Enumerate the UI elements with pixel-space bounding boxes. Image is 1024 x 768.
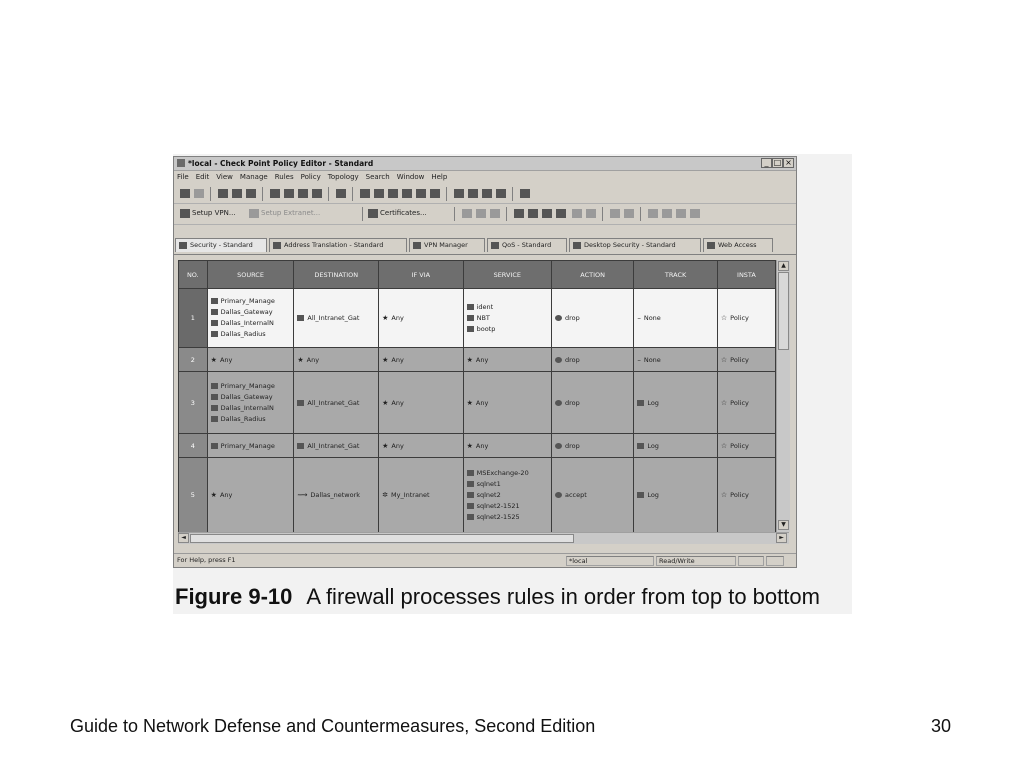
source-item: Any xyxy=(219,491,233,499)
install-item: Policy xyxy=(730,491,749,499)
action-item: drop xyxy=(564,441,580,450)
rule-source[interactable] xyxy=(207,434,294,458)
toolbar-separator xyxy=(262,187,263,201)
add-rule-top-icon[interactable] xyxy=(374,189,384,198)
rules-table xyxy=(178,260,776,532)
sort-ascending-icon[interactable] xyxy=(572,209,582,218)
policy-editor-window xyxy=(173,156,797,568)
network-icon: ⟿ xyxy=(297,491,308,499)
group-icon xyxy=(297,315,304,321)
toolbar-separator xyxy=(362,207,363,221)
rule-action[interactable] xyxy=(551,434,633,458)
rule-install-on[interactable] xyxy=(717,434,775,458)
tcp-service-icon xyxy=(467,304,474,310)
rule-number: 4 xyxy=(179,434,208,458)
any-star-icon: ★ xyxy=(382,314,389,322)
gateway-icon xyxy=(211,309,218,315)
group-icon xyxy=(297,443,304,449)
rule-destination[interactable] xyxy=(294,289,379,348)
rule-destination[interactable] xyxy=(294,434,379,458)
rule-base-grid xyxy=(178,260,776,532)
desktop-tab-icon xyxy=(573,242,581,249)
install-item: Policy xyxy=(730,398,749,407)
delete-rule-icon[interactable] xyxy=(430,189,440,198)
verify-icon[interactable] xyxy=(454,189,464,198)
action-item: drop xyxy=(564,398,580,407)
vertical-scrollbar[interactable] xyxy=(776,260,790,532)
menu-manage[interactable]: Manage xyxy=(239,173,268,181)
host-object-icon[interactable] xyxy=(284,189,294,198)
rule-source[interactable] xyxy=(207,458,294,533)
horizontal-scrollbar[interactable] xyxy=(178,532,789,544)
policy-star-icon: ☆ xyxy=(720,314,728,322)
service-item: NBT xyxy=(476,313,490,322)
add-rule-below-icon[interactable] xyxy=(388,189,398,198)
track-item: None xyxy=(643,314,661,322)
rule-install-on[interactable] xyxy=(717,372,775,434)
menu-policy[interactable]: Policy xyxy=(300,173,321,181)
destination-item: All_Intranet_Gat xyxy=(307,441,360,450)
menu-view[interactable]: View xyxy=(216,173,233,181)
rule-action[interactable] xyxy=(551,348,633,372)
cut-icon[interactable] xyxy=(218,189,228,198)
install-item: Policy xyxy=(730,355,749,364)
tcp-service-icon xyxy=(467,514,474,520)
horizontal-scroll-thumb[interactable] xyxy=(190,534,574,543)
service-item: Any xyxy=(475,398,489,407)
topology-icon[interactable] xyxy=(514,209,524,218)
menu-help[interactable]: Help xyxy=(431,173,448,181)
menu-edit[interactable]: Edit xyxy=(195,173,210,181)
destination-item: All_Intranet_Gat xyxy=(307,314,360,322)
via-item: My_Intranet xyxy=(390,491,430,499)
service-item: bootp xyxy=(476,324,496,333)
column-header-track[interactable]: TRACK xyxy=(634,261,718,289)
log-icon xyxy=(637,492,644,498)
menu-file[interactable]: File xyxy=(177,173,189,181)
add-rule-icon[interactable] xyxy=(360,189,370,198)
grid-view-icon[interactable] xyxy=(528,209,538,218)
menu-search[interactable]: Search xyxy=(365,173,390,181)
action-item: accept xyxy=(564,491,587,499)
source-item: Dallas_InternalN xyxy=(220,319,274,327)
policy-star-icon: ☆ xyxy=(720,441,728,450)
title-bar xyxy=(174,157,796,171)
add-rule-bottom-icon[interactable] xyxy=(416,189,426,198)
install-item: Policy xyxy=(730,314,749,322)
none-dash-icon: – xyxy=(637,355,641,364)
any-star-icon: ★ xyxy=(297,355,304,364)
status-help: For Help, press F1 xyxy=(177,556,236,564)
gateway-icon xyxy=(211,394,218,400)
any-star-icon: ★ xyxy=(210,355,217,364)
action-item: drop xyxy=(564,314,580,322)
rule-number: 3 xyxy=(179,372,208,434)
group-service-icon xyxy=(467,492,474,498)
column-header-action[interactable]: ACTION xyxy=(551,261,633,289)
destination-item: Any xyxy=(306,355,320,364)
tcp-service-icon xyxy=(467,503,474,509)
tab-web-access[interactable] xyxy=(703,238,773,252)
tab-address-translation[interactable] xyxy=(269,238,407,252)
table-row[interactable] xyxy=(179,372,776,434)
rule-install-on[interactable] xyxy=(717,289,775,348)
table-row[interactable] xyxy=(179,434,776,458)
source-item: Primary_Manage xyxy=(220,297,275,305)
rule-track[interactable] xyxy=(634,458,718,533)
rule-if-via[interactable] xyxy=(379,289,463,348)
status-mode: Read/Write xyxy=(656,556,736,566)
zoom-in-icon[interactable] xyxy=(648,209,658,218)
gateway-icon xyxy=(211,383,218,389)
destination-item: Dallas_network xyxy=(310,491,361,499)
tab-vpn-manager[interactable] xyxy=(409,238,485,252)
vpn-list-icon[interactable] xyxy=(490,209,500,218)
app-icon xyxy=(177,159,185,167)
tab-security[interactable] xyxy=(175,238,267,252)
rule-track[interactable] xyxy=(634,289,718,348)
service-item: Any xyxy=(475,441,489,450)
status-bar xyxy=(174,553,796,568)
rule-install-on[interactable] xyxy=(717,458,775,533)
tab-desktop-security[interactable] xyxy=(569,238,701,252)
service-item: sqlnet2-1525 xyxy=(476,512,520,521)
figure xyxy=(173,154,852,614)
source-item: Dallas_InternalN xyxy=(220,403,274,412)
add-rule-above-icon[interactable] xyxy=(402,189,412,198)
web-tab-icon xyxy=(707,242,715,249)
source-item: Dallas_Gateway xyxy=(220,392,273,401)
via-item: Any xyxy=(391,355,404,364)
rule-action[interactable] xyxy=(551,458,633,533)
gateway-icon xyxy=(211,320,218,326)
toolbar-separator xyxy=(210,187,211,201)
rule-if-via[interactable] xyxy=(379,372,463,434)
drop-icon xyxy=(555,357,562,363)
rule-destination[interactable] xyxy=(294,372,379,434)
table-row[interactable] xyxy=(179,458,776,533)
any-star-icon: ★ xyxy=(466,355,473,364)
tab-label: Web Access xyxy=(718,241,757,249)
minimize-button[interactable]: _ xyxy=(761,158,772,168)
figure-caption xyxy=(175,584,820,610)
zoom-out-icon[interactable] xyxy=(662,209,672,218)
rule-source[interactable] xyxy=(207,372,294,434)
rule-service[interactable] xyxy=(463,434,551,458)
tab-label: Address Translation - Standard xyxy=(284,241,384,249)
figure-text: A firewall processes rules in order from top to bottom xyxy=(306,584,820,609)
source-item: Dallas_Gateway xyxy=(220,308,273,316)
pointer-icon[interactable] xyxy=(610,209,620,218)
vertical-scroll-thumb[interactable] xyxy=(778,272,789,350)
rule-source[interactable] xyxy=(207,289,294,348)
column-header-service[interactable]: SERVICE xyxy=(463,261,551,289)
install-policy-icon[interactable] xyxy=(468,189,478,198)
rule-track[interactable] xyxy=(634,372,718,434)
policy-star-icon: ☆ xyxy=(720,491,728,499)
tcp-service-icon xyxy=(467,481,474,487)
menu-bar xyxy=(174,171,796,183)
tab-label: Desktop Security - Standard xyxy=(584,241,676,249)
track-item: Log xyxy=(647,491,659,499)
policy-star-icon: ☆ xyxy=(720,398,728,407)
zoom-icon[interactable] xyxy=(624,209,634,218)
group-object-icon[interactable] xyxy=(298,189,308,198)
properties-icon[interactable] xyxy=(336,189,346,198)
network-object-icon[interactable] xyxy=(270,189,280,198)
tab-label: Security - Standard xyxy=(190,241,253,249)
view-policy-icon[interactable] xyxy=(496,189,506,198)
toolbar-separator xyxy=(512,187,513,201)
footer-book-title: Guide to Network Defense and Countermeasures, Second Edition xyxy=(70,716,596,736)
none-dash-icon: – xyxy=(637,314,641,322)
rule-if-via[interactable] xyxy=(379,348,463,372)
sort-descending-icon[interactable] xyxy=(586,209,596,218)
status-empty xyxy=(738,556,764,566)
uninstall-policy-icon[interactable] xyxy=(482,189,492,198)
via-item: Any xyxy=(391,398,404,407)
window-title: *local - Check Point Policy Editor - Standard xyxy=(188,159,374,168)
save-icon[interactable] xyxy=(180,189,190,198)
table-row[interactable] xyxy=(179,348,776,372)
rule-if-via[interactable] xyxy=(379,434,463,458)
toolbar-separator xyxy=(446,187,447,201)
figure-label: Figure 9-10 xyxy=(175,584,293,609)
drop-icon xyxy=(555,315,562,321)
install-item: Policy xyxy=(730,441,749,450)
scroll-down-arrow-icon[interactable]: ▼ xyxy=(778,520,789,530)
source-item: Dallas_Radius xyxy=(220,414,266,423)
toolbar-separator xyxy=(602,207,603,221)
toolbar-separator xyxy=(328,187,329,201)
rule-track[interactable] xyxy=(634,434,718,458)
rule-if-via[interactable] xyxy=(379,458,463,533)
source-item: Primary_Manage xyxy=(220,381,275,390)
rule-destination[interactable] xyxy=(294,458,379,533)
close-view-icon[interactable] xyxy=(690,209,700,218)
nat-tab-icon xyxy=(273,242,281,249)
any-star-icon: ★ xyxy=(382,355,389,364)
tab-label: QoS - Standard xyxy=(502,241,552,249)
column-header-if-via[interactable]: IF VIA xyxy=(379,261,463,289)
gateway-icon xyxy=(211,405,218,411)
group-service-icon xyxy=(467,315,474,321)
fit-window-icon[interactable] xyxy=(676,209,686,218)
source-item: Dallas_Radius xyxy=(220,330,266,338)
scroll-up-arrow-icon[interactable]: ▲ xyxy=(778,261,789,271)
toolbar-separator xyxy=(352,187,353,201)
rule-install-on[interactable] xyxy=(717,348,775,372)
find-icon[interactable] xyxy=(312,189,322,198)
setup-vpn-button[interactable]: Setup VPN... xyxy=(192,209,236,217)
setup-extranet-button[interactable]: Setup Extranet... xyxy=(261,209,321,217)
rule-number: 5 xyxy=(179,458,208,533)
service-item: sqlnet1 xyxy=(476,479,501,488)
intranet-community-icon: ✲ xyxy=(382,491,388,499)
group-icon xyxy=(297,400,304,406)
accept-icon xyxy=(555,492,562,498)
column-header-no[interactable]: NO. xyxy=(179,261,208,289)
menu-window[interactable]: Window xyxy=(396,173,425,181)
service-item: ident xyxy=(476,302,494,311)
certificates-icon xyxy=(368,209,378,218)
log-icon xyxy=(637,400,644,406)
rule-destination[interactable] xyxy=(294,348,379,372)
rule-action[interactable] xyxy=(551,289,633,348)
vpn-rules-icon[interactable] xyxy=(476,209,486,218)
gateway-icon xyxy=(211,298,218,304)
log-icon xyxy=(637,443,644,449)
rule-action[interactable] xyxy=(551,372,633,434)
list-view-icon[interactable] xyxy=(542,209,552,218)
any-star-icon: ★ xyxy=(466,398,473,407)
page-number: 30 xyxy=(931,716,952,736)
gateway-icon xyxy=(211,443,218,449)
copy-icon[interactable] xyxy=(232,189,242,198)
source-item: Primary_Manage xyxy=(220,441,275,450)
rule-service[interactable] xyxy=(463,289,551,348)
service-item: sqlnet2 xyxy=(476,490,501,499)
setup-extranet-icon xyxy=(249,209,259,218)
any-star-icon: ★ xyxy=(382,398,389,407)
destination-item: All_Intranet_Gat xyxy=(307,398,360,407)
via-item: Any xyxy=(391,441,404,450)
scroll-right-arrow-icon[interactable]: ► xyxy=(776,533,787,543)
udp-service-icon xyxy=(467,326,474,332)
vpn-view-icon[interactable] xyxy=(462,209,472,218)
rule-source[interactable] xyxy=(207,348,294,372)
certificates-button[interactable]: Certificates... xyxy=(380,209,427,217)
rule-number: 2 xyxy=(179,348,208,372)
main-toolbar xyxy=(174,184,796,204)
drop-icon xyxy=(555,400,562,406)
column-header-source[interactable]: SOURCE xyxy=(207,261,294,289)
help-icon[interactable] xyxy=(520,189,530,198)
column-header-destination[interactable]: DESTINATION xyxy=(294,261,379,289)
toolbar-separator xyxy=(506,207,507,221)
toolbar-separator xyxy=(640,207,641,221)
drop-icon xyxy=(555,443,562,449)
track-item: Log xyxy=(647,441,659,450)
rule-track[interactable] xyxy=(634,348,718,372)
scroll-left-arrow-icon[interactable]: ◄ xyxy=(178,533,189,543)
setup-vpn-icon xyxy=(180,209,190,218)
vpn-tab-icon xyxy=(413,242,421,249)
status-empty xyxy=(766,556,784,566)
qos-tab-icon xyxy=(491,242,499,249)
action-item: drop xyxy=(564,355,580,364)
column-header-install-on[interactable]: INSTA xyxy=(717,261,775,289)
any-star-icon: ★ xyxy=(382,441,389,450)
policy-tabs xyxy=(174,237,796,255)
gateway-icon xyxy=(211,331,218,337)
any-star-icon: ★ xyxy=(210,491,217,499)
any-star-icon: ★ xyxy=(466,441,473,450)
via-item: Any xyxy=(391,314,404,322)
gateway-icon xyxy=(211,416,218,422)
service-item: sqlnet2-1521 xyxy=(476,501,520,510)
menu-rules[interactable]: Rules xyxy=(274,173,294,181)
service-item: MSExchange-20 xyxy=(476,468,529,477)
tab-label: VPN Manager xyxy=(424,241,468,249)
tab-qos[interactable] xyxy=(487,238,567,252)
track-item: None xyxy=(643,355,661,364)
rule-service[interactable] xyxy=(463,348,551,372)
maximize-button[interactable]: □ xyxy=(773,158,782,167)
rule-service[interactable] xyxy=(463,458,551,533)
install-icon[interactable] xyxy=(194,189,204,198)
table-header-row xyxy=(179,261,776,289)
service-item: Any xyxy=(475,355,489,364)
menu-topology[interactable]: Topology xyxy=(327,173,359,181)
source-item: Any xyxy=(219,355,233,364)
toolbar-separator xyxy=(454,207,455,221)
track-item: Log xyxy=(647,398,659,407)
rule-number: 1 xyxy=(179,289,208,348)
rule-service[interactable] xyxy=(463,372,551,434)
table-row[interactable] xyxy=(179,289,776,348)
group-service-icon xyxy=(467,470,474,476)
paste-icon[interactable] xyxy=(246,189,256,198)
security-tab-icon xyxy=(179,242,187,249)
status-location: *local xyxy=(566,556,654,566)
vpn-toolbar xyxy=(174,204,796,225)
tree-view-icon[interactable] xyxy=(556,209,566,218)
policy-star-icon: ☆ xyxy=(720,355,728,364)
close-button[interactable]: × xyxy=(783,158,794,168)
